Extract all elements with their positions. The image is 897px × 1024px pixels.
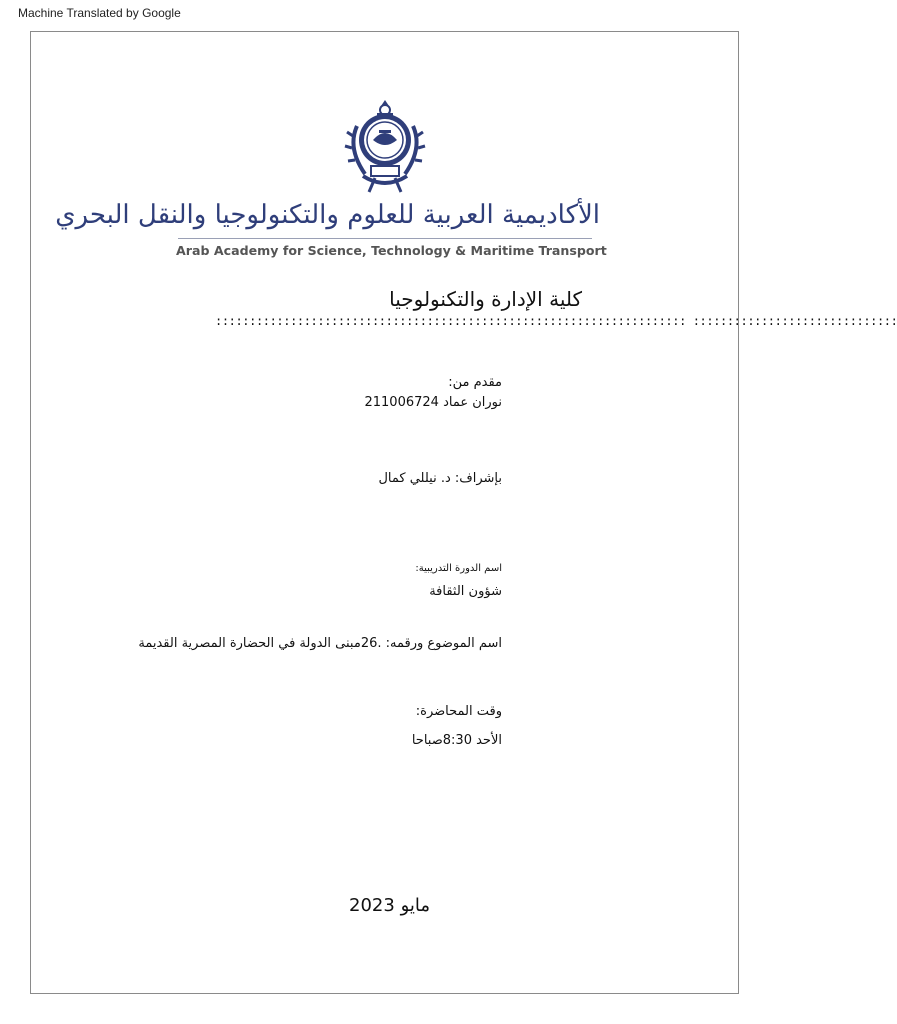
supervisor-line: بإشراف: د. نيللي كمال — [378, 471, 502, 486]
machine-translation-banner: Machine Translated by Google — [18, 6, 181, 20]
title-dotted-separator: ::::::::::::::::::::::::::::::::::::::::::::::::::::::::::::::::::::: :::::::::::::::::::::::::::::: — [215, 314, 897, 328]
lecture-time-label: وقت المحاضرة: — [415, 704, 502, 719]
academy-arabic-name: الأكاديمية العربية للعلوم والتكنولوجيا والنقل البحري — [55, 200, 600, 230]
logo-divider — [178, 238, 592, 239]
academy-logo — [55, 96, 607, 266]
academy-english-name: Arab Academy for Science, Technology & Maritime Transport — [176, 243, 607, 258]
topic-line: اسم الموضوع ورقمه: .26مبنى الدولة في الحضارة المصرية القديمة — [138, 636, 502, 651]
course-name: شؤون الثقافة — [429, 584, 502, 599]
college-title: كلية الإدارة والتكنولوجيا — [389, 287, 582, 311]
presenter-name: نوران عماد 211006724 — [364, 395, 502, 410]
course-name-label: اسم الدورة التدريبية: — [415, 563, 502, 574]
document-date: مايو 2023 — [349, 895, 430, 916]
presented-by-label: مقدم من: — [448, 375, 502, 390]
academy-emblem-icon — [335, 96, 435, 196]
lecture-time-value: الأحد 8:30صباحا — [411, 733, 502, 748]
